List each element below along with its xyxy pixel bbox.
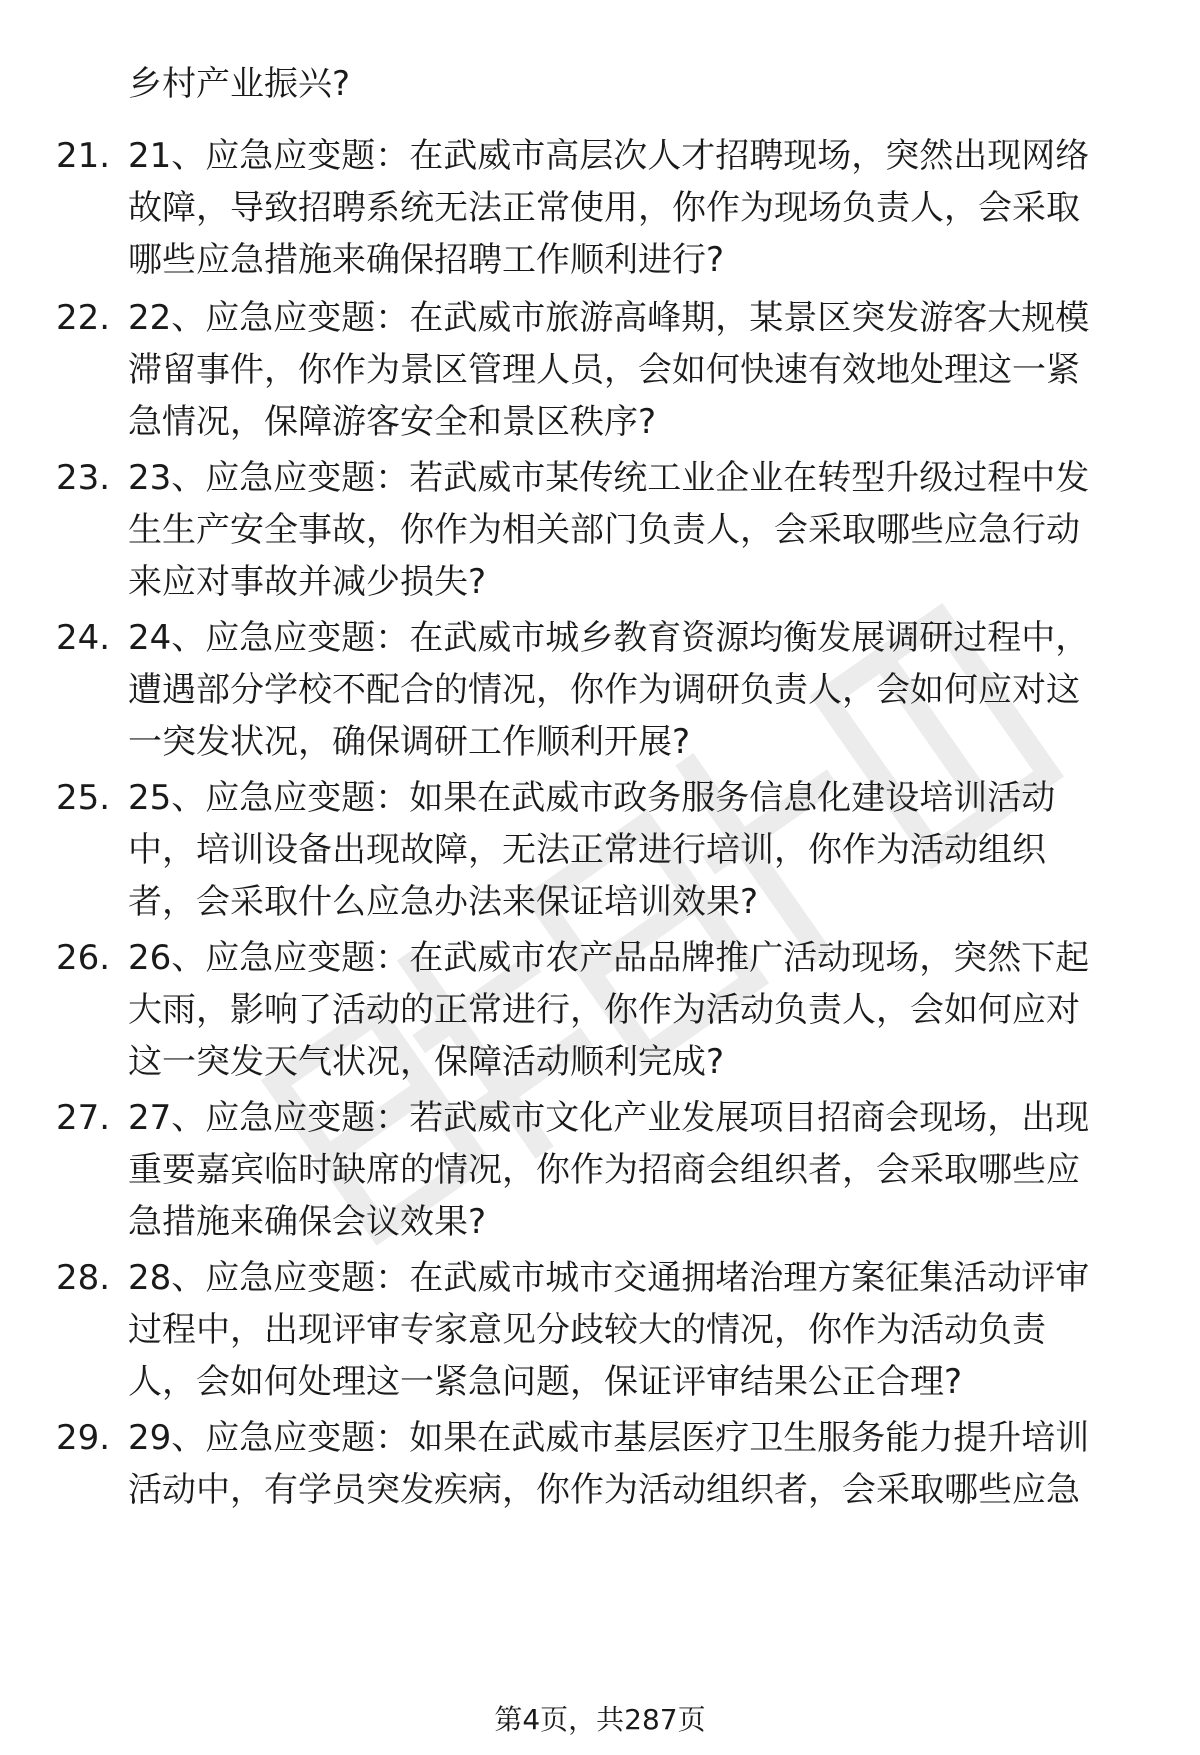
- question-line: 生生产安全事故，你作为相关部门负责人，会采取哪些应急行动: [128, 510, 1080, 550]
- question-line: 来应对事故并减少损失?: [128, 562, 487, 602]
- page-footer: 第4页，共287页: [494, 1703, 706, 1736]
- question-number: 25.: [56, 778, 111, 818]
- question-number: 26.: [56, 938, 111, 978]
- question-line: 急措施来确保会议效果?: [128, 1202, 487, 1242]
- question-line: 27、应急应变题：若武威市文化产业发展项目招商会现场，出现: [128, 1098, 1090, 1138]
- question-line: 28、应急应变题：在武威市城市交通拥堵治理方案征集活动评审: [128, 1258, 1090, 1298]
- question-text: [128, 1252, 1144, 1408]
- question-text: [128, 612, 1144, 768]
- question-line: 这一突发天气状况，保障活动顺利完成?: [128, 1042, 725, 1082]
- question-line: 一突发状况，确保调研工作顺利开展?: [128, 722, 691, 762]
- question-text: [128, 452, 1144, 608]
- question-line: 哪些应急措施来确保招聘工作顺利进行?: [128, 240, 725, 280]
- question-number: 24.: [56, 618, 111, 658]
- question-number: 27.: [56, 1098, 111, 1138]
- question-line: 故障，导致招聘系统无法正常使用，你作为现场负责人，会采取: [128, 188, 1080, 228]
- question-line: 者，会采取什么应急办法来保证培训效果?: [128, 882, 759, 922]
- question-line: 遭遇部分学校不配合的情况，你作为调研负责人，会如何应对这: [128, 670, 1080, 710]
- question-line: 人，会如何处理这一紧急问题，保证评审结果公正合理?: [128, 1362, 963, 1402]
- question-number: 29.: [56, 1418, 111, 1458]
- question-number: 28.: [56, 1258, 111, 1298]
- question-number: 22.: [56, 298, 111, 338]
- question-number: 21.: [56, 136, 111, 176]
- question-text: [128, 292, 1144, 448]
- question-line: 活动中，有学员突发疾病，你作为活动组织者，会采取哪些应急: [128, 1470, 1080, 1510]
- question-line: 23、应急应变题：若武威市某传统工业企业在转型升级过程中发: [128, 458, 1090, 498]
- question-text: [128, 932, 1144, 1088]
- question-line: 29、应急应变题：如果在武威市基层医疗卫生服务能力提升培训: [128, 1418, 1090, 1458]
- question-line: 过程中，出现评审专家意见分歧较大的情况，你作为活动负责: [128, 1310, 1046, 1350]
- continued-question-text: 乡村产业振兴?: [128, 64, 351, 104]
- question-text: [128, 772, 1144, 928]
- question-text: [128, 1092, 1144, 1248]
- question-line: 重要嘉宾临时缺席的情况，你作为招商会组织者，会采取哪些应: [128, 1150, 1080, 1190]
- question-line: 21、应急应变题：在武威市高层次人才招聘现场，突然出现网络: [128, 136, 1090, 176]
- question-line: 25、应急应变题：如果在武威市政务服务信息化建设培训活动: [128, 778, 1056, 818]
- question-line: 大雨，影响了活动的正常进行，你作为活动负责人，会如何应对: [128, 990, 1080, 1030]
- question-line: 中，培训设备出现故障，无法正常进行培训，你作为活动组织: [128, 830, 1046, 870]
- question-text: [128, 1412, 1144, 1516]
- question-line: 急情况，保障游客安全和景区秩序?: [128, 402, 657, 442]
- question-line: 22、应急应变题：在武威市旅游高峰期，某景区突发游客大规模: [128, 298, 1090, 338]
- question-line: 滞留事件，你作为景区管理人员，会如何快速有效地处理这一紧: [128, 350, 1080, 390]
- question-line: 24、应急应变题：在武威市城乡教育资源均衡发展调研过程中，: [128, 618, 1090, 658]
- question-line: 26、应急应变题：在武威市农产品品牌推广活动现场，突然下起: [128, 938, 1090, 978]
- question-number: 23.: [56, 458, 111, 498]
- question-text: [128, 130, 1144, 286]
